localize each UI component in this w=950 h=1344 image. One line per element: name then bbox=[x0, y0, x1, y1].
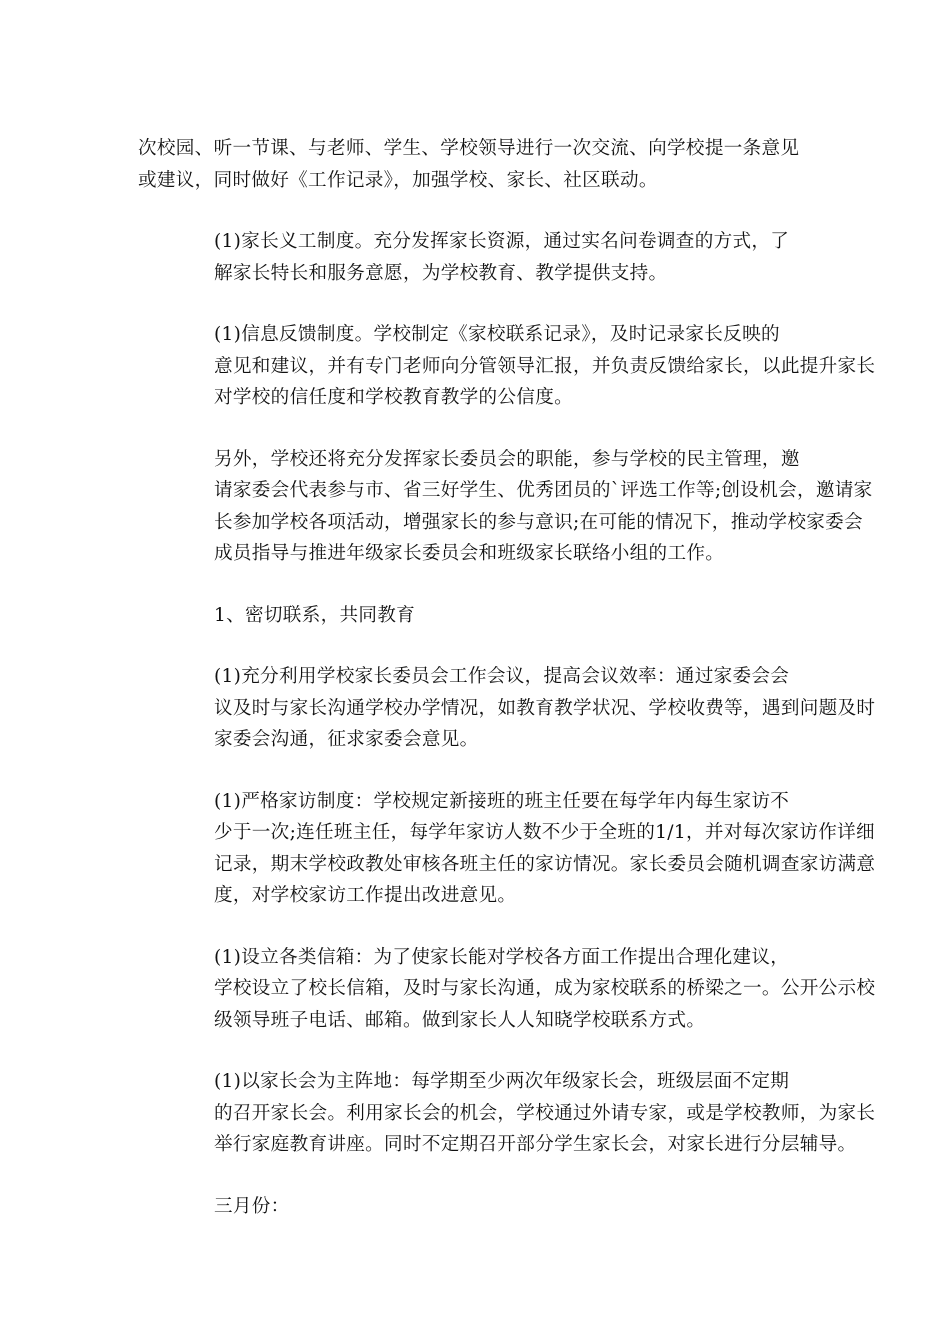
section-heading-march bbox=[138, 1191, 812, 1223]
text-line: 家委会沟通，征求家委会意见。 bbox=[214, 729, 479, 750]
text-line: 另外，学校还将充分发挥家长委员会的职能，参与学校的民主管理，邀 bbox=[214, 448, 800, 470]
text-line: 请家委会代表参与市、省三好学生、优秀团员的`评选工作等;创设机会，邀请家 bbox=[214, 480, 873, 501]
paragraph-mailboxes bbox=[138, 942, 876, 1037]
text-line: 三月份： bbox=[214, 1195, 290, 1217]
text-line: 次校园、听一节课、与老师、学生、学校领导进行一次交流、向学校提一条意见 bbox=[138, 138, 800, 159]
text-line: 或建议，同时做好《工作记录》，加强学校、家长、社区联动。 bbox=[138, 169, 658, 191]
text-line: (1)信息反馈制度。学校制定《家校联系记录》，及时记录家长反映的 bbox=[214, 324, 780, 345]
text-line: (1)严格家访制度：学校规定新接班的班主任要在每学年内每生家访不 bbox=[214, 790, 790, 812]
section-heading-close-contact bbox=[138, 600, 812, 632]
text-line: 记录，期末学校政教处审核各班主任的家访情况。家长委员会随机调查家访满意 bbox=[214, 853, 876, 875]
text-line: 举行家庭教育讲座。同时不定期召开部分学生家长会，对家长进行分层辅导。 bbox=[214, 1134, 857, 1155]
text-line: 的召开家长会。利用家长会的机会，学校通过外请专家，或是学校教师，为家长 bbox=[214, 1102, 876, 1124]
text-line: 对学校的信任度和学校教育教学的公信度。 bbox=[214, 387, 573, 408]
text-line: (1)家长义工制度。充分发挥家长资源，通过实名问卷调查的方式，了 bbox=[214, 231, 790, 252]
text-line: 成员指导与推进年级家长委员会和班级家长联络小组的工作。 bbox=[214, 543, 725, 564]
paragraph-parent-volunteer bbox=[138, 226, 812, 289]
document-page bbox=[138, 133, 876, 1252]
paragraph-parent-committee bbox=[138, 444, 873, 570]
text-line: (1)以家长会为主阵地：每学期至少两次年级家长会，班级层面不定期 bbox=[214, 1071, 790, 1092]
text-line: 长参加学校各项活动，增强家长的参与意识;在可能的情况下，推动学校家委会 bbox=[214, 511, 863, 533]
text-line: 学校设立了校长信箱，及时与家长沟通，成为家校联系的桥梁之一。公开公示校 bbox=[214, 978, 876, 999]
text-line: (1)设立各类信箱：为了使家长能对学校各方面工作提出合理化建议， bbox=[214, 946, 790, 968]
paragraph-committee-meetings bbox=[138, 661, 876, 756]
text-line: 1、密切联系，共同教育 bbox=[214, 604, 416, 626]
paragraph-feedback-system bbox=[138, 319, 876, 414]
text-line: 议及时与家长沟通学校办学情况，如教育教学状况、学校收费等，遇到问题及时 bbox=[214, 697, 876, 719]
paragraph-home-visits bbox=[138, 786, 876, 912]
paragraph-parent-meetings bbox=[138, 1066, 876, 1161]
text-line: 解家长特长和服务意愿，为学校教育、教学提供支持。 bbox=[214, 262, 668, 284]
paragraph-continued-intro bbox=[138, 133, 812, 196]
text-line: 级领导班子电话、邮箱。做到家长人人知晓学校联系方式。 bbox=[214, 1009, 706, 1031]
text-line: 意见和建议，并有专门老师向分管领导汇报，并负责反馈给家长，以此提升家长 bbox=[214, 355, 876, 377]
text-line: (1)充分利用学校家长委员会工作会议，提高会议效率：通过家委会会 bbox=[214, 666, 790, 687]
text-line: 度，对学校家访工作提出改进意见。 bbox=[214, 885, 517, 906]
text-line: 少于一次;连任班主任，每学年家访人数不少于全班的1/1，并对每次家访作详细 bbox=[214, 822, 875, 843]
